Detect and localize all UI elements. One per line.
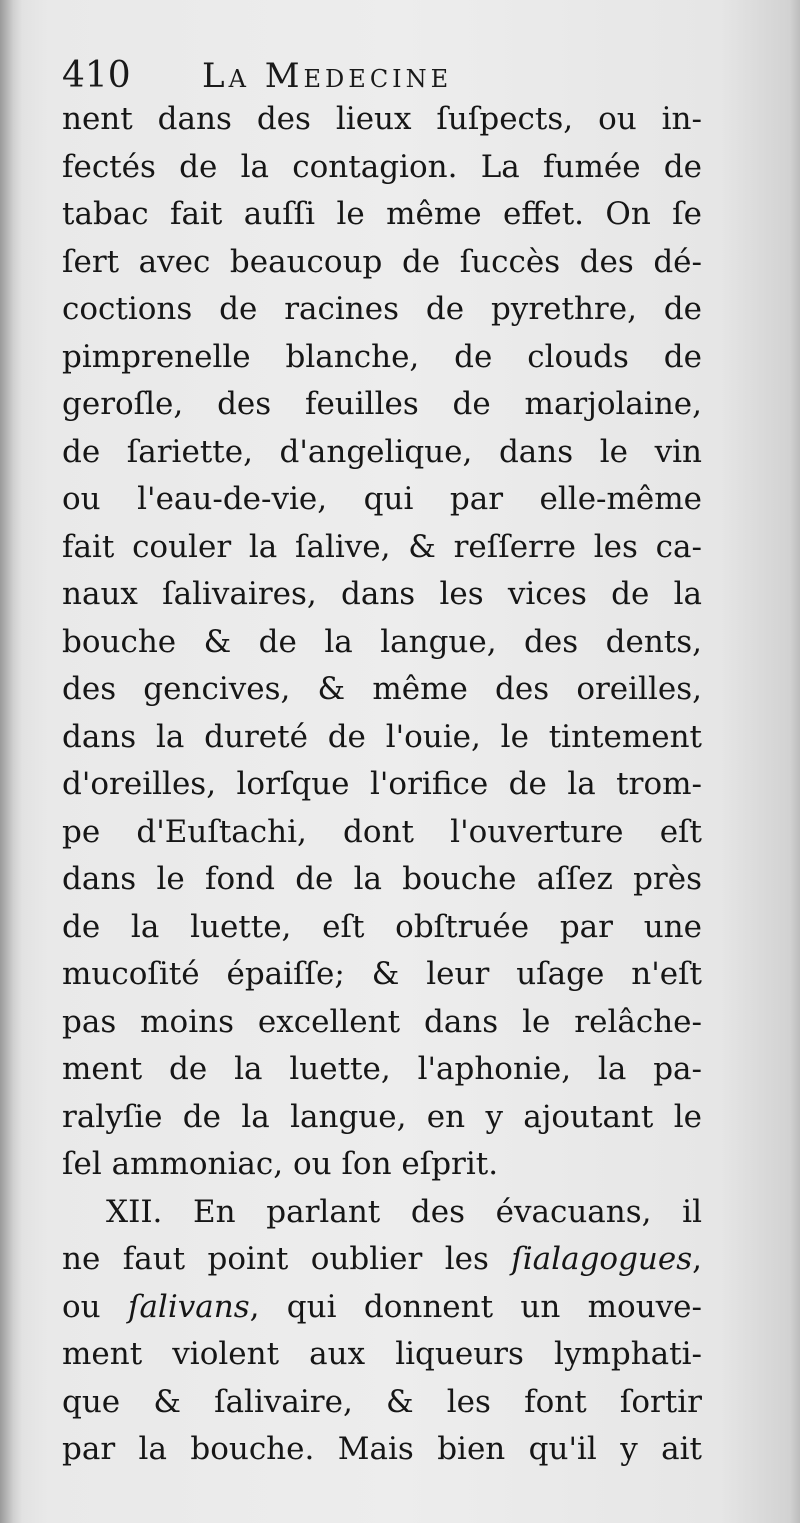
text-line: ralyſie de la langue, en y ajoutant le (62, 1098, 702, 1135)
text-segment: ne faut point oublier les (62, 1241, 512, 1277)
paragraph-start-line: XII. En parlant des évacuans, il (106, 1193, 702, 1230)
text-line: bouche & de la langue, des dents, (62, 623, 702, 660)
text-line: ſel ammoniac, ou ſon eſprit. (62, 1146, 499, 1182)
text-line: par la bouche. Mais bien qu'il y ait (62, 1431, 702, 1467)
text-line: naux ſalivaires, dans les vices de la (62, 576, 702, 612)
text-line: dans le fond de la bouche aſſez près (62, 861, 702, 897)
page-edge (790, 0, 800, 1523)
text-segment: ou (62, 1288, 128, 1325)
text-line: fait couler la ſalive, & reſſerre les ca- (62, 528, 702, 565)
body-text (62, 96, 702, 1474)
text-segment: , (692, 1241, 702, 1277)
italic-term: ſalivans (127, 1288, 250, 1325)
text-line: dans la dureté de l'ouie, le tintement (62, 718, 702, 755)
page-number: 410 (62, 55, 131, 96)
text-line (62, 1236, 702, 1284)
gutter-shadow (0, 0, 22, 1523)
text-line: pe d'Euſtachi, dont l'ouverture eſt (62, 813, 702, 850)
text-line: ſert avec beaucoup de ſuccès des dé- (62, 243, 702, 280)
text-line: de la luette, eſt obſtruée par une (62, 908, 702, 945)
text-line: mucoſité épaiſſe; & leur uſage n'eſt (62, 956, 702, 992)
text-line: que & ſalivaire, & les font ſortir (62, 1383, 702, 1420)
page-header (62, 50, 702, 102)
running-head: La Medecine (202, 56, 453, 96)
text-line: ou l'eau-de-vie, qui par elle-même (62, 481, 702, 517)
text-line: fectés de la contagion. La fumée de (62, 148, 702, 185)
text-line (62, 1284, 702, 1332)
text-line: geroſle, des feuilles de marjolaine, (62, 386, 702, 422)
text-line: de ſariette, d'angelique, dans le vin (62, 433, 702, 470)
text-line: coctions de racines de pyrethre, de (62, 291, 702, 327)
text-line: tabac fait auſſi le même effet. On ſe (62, 196, 702, 232)
text-line: nent dans des lieux ſuſpects, ou in- (62, 101, 702, 137)
text-line: ment de la luette, l'aphonie, la pa- (62, 1051, 702, 1087)
text-segment: , qui donnent un mouve- (249, 1288, 703, 1325)
text-line: ment violent aux liqueurs lymphati- (62, 1336, 702, 1372)
italic-term: ſialagogues (511, 1241, 693, 1277)
text-line: d'oreilles, lorſque l'orifice de la trom- (62, 766, 702, 802)
text-line: pas moins excellent dans le relâche- (62, 1003, 702, 1040)
text-line: pimprenelle blanche, de clouds de (62, 338, 702, 375)
text-line: des gencives, & même des oreilles, (62, 671, 702, 707)
